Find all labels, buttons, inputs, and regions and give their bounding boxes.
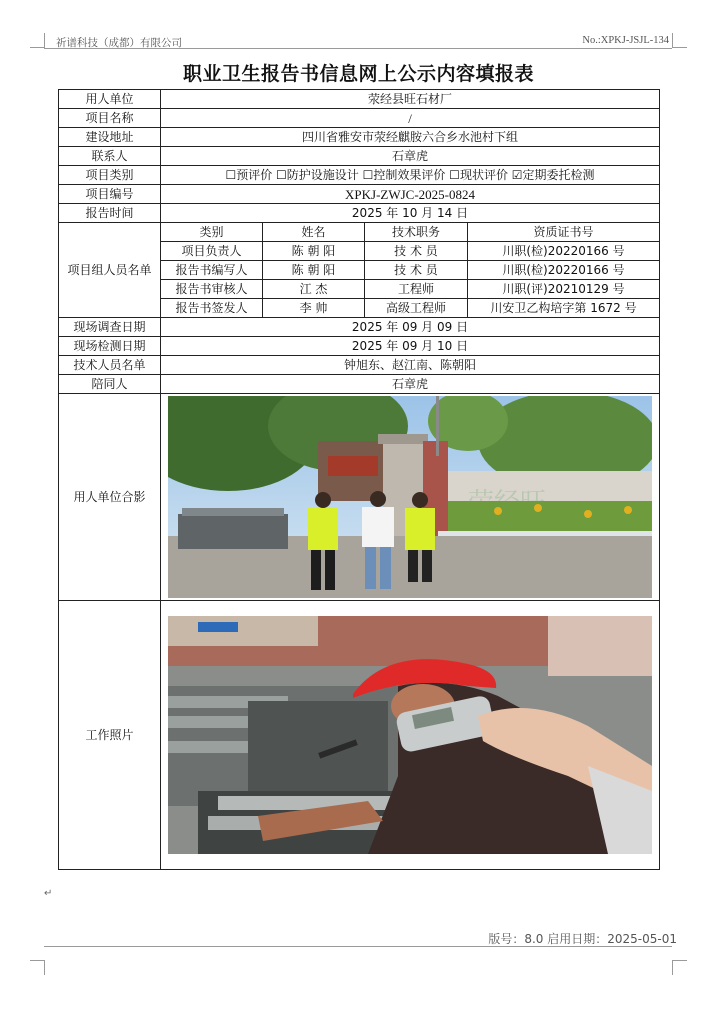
label-work-photo: 工作照片 — [59, 601, 161, 870]
label-accompany: 陪同人 — [59, 375, 161, 394]
team-cert: 川职(检)20220166 号 — [468, 242, 660, 261]
corner-mark-bottom-right — [672, 960, 687, 975]
value-report-date: 2025 年 10 月 14 日 — [161, 204, 660, 223]
team-cert: 川安卫乙构培字第 1672 号 — [468, 299, 660, 318]
team-header-cert: 资质证书号 — [468, 223, 660, 242]
row-address — [59, 128, 660, 147]
label-category: 项目类别 — [59, 166, 161, 185]
label-survey-date: 现场调查日期 — [59, 318, 161, 337]
corner-mark-top-left — [30, 33, 45, 48]
team-header-row — [59, 223, 660, 242]
label-team: 项目组人员名单 — [59, 223, 161, 318]
footer-rule — [44, 946, 672, 947]
row-survey-date — [59, 318, 660, 337]
corner-mark-bottom-left — [30, 960, 45, 975]
team-header-title: 技术职务 — [365, 223, 468, 242]
value-accompany: 石章虎 — [161, 375, 660, 394]
label-report-date: 报告时间 — [59, 204, 161, 223]
team-name: 陈 朝 阳 — [263, 242, 365, 261]
row-technicians — [59, 356, 660, 375]
team-name: 李 帅 — [263, 299, 365, 318]
label-address: 建设地址 — [59, 128, 161, 147]
team-role: 报告书编写人 — [161, 261, 263, 280]
value-project-number: XPKJ-ZWJC-2025-0824 — [161, 185, 660, 204]
row-group-photo — [59, 394, 660, 601]
page-title: 职业卫生报告书信息网上公示内容填报表 — [182, 63, 534, 85]
value-employer: 荥经县旺石材厂 — [161, 90, 660, 109]
team-role: 报告书审核人 — [161, 280, 263, 299]
team-cert: 川职(检)20220166 号 — [468, 261, 660, 280]
team-title: 高级工程师 — [365, 299, 468, 318]
work-photo-cell — [161, 601, 660, 870]
row-project — [59, 109, 660, 128]
header-doc-number: No.:XPKJ-JSJL-134 — [582, 35, 669, 46]
row-detect-date — [59, 337, 660, 356]
value-category: ☐预评价 ☐防护设施设计 ☐控制效果评价 ☐现状评价 ☑定期委托检测 — [161, 166, 660, 185]
value-project: / — [161, 109, 660, 128]
label-project-number: 项目编号 — [59, 185, 161, 204]
label-group-photo: 用人单位合影 — [59, 394, 161, 601]
team-cert: 川职(评)20210129 号 — [468, 280, 660, 299]
header-company: 祈谱科技（成都）有限公司 — [56, 37, 182, 49]
row-report-date — [59, 204, 660, 223]
value-detect-date: 2025 年 09 月 10 日 — [161, 337, 660, 356]
value-contact: 石章虎 — [161, 147, 660, 166]
value-technicians: 钟旭东、赵江南、陈朝阳 — [161, 356, 660, 375]
label-detect-date: 现场检测日期 — [59, 337, 161, 356]
group-photo-cell — [161, 394, 660, 601]
paragraph-mark: ↵ — [44, 888, 53, 899]
row-accompany — [59, 375, 660, 394]
team-name: 陈 朝 阳 — [263, 261, 365, 280]
label-project: 项目名称 — [59, 109, 161, 128]
row-employer — [59, 90, 660, 109]
row-project-number — [59, 185, 660, 204]
team-header-category: 类别 — [161, 223, 263, 242]
value-survey-date: 2025 年 09 月 09 日 — [161, 318, 660, 337]
value-address: 四川省雅安市荥经麒胺六合乡水池村下组 — [161, 128, 660, 147]
team-role: 项目负责人 — [161, 242, 263, 261]
footer-version: 版号：8.0 启用日期：2025-05-01 — [488, 932, 677, 946]
row-contact — [59, 147, 660, 166]
label-employer: 用人单位 — [59, 90, 161, 109]
team-title: 技 术 员 — [365, 261, 468, 280]
team-name: 江 杰 — [263, 280, 365, 299]
label-technicians: 技术人员名单 — [59, 356, 161, 375]
work-photo — [168, 616, 652, 854]
row-category — [59, 166, 660, 185]
report-table — [58, 89, 660, 870]
row-work-photo — [59, 601, 660, 870]
group-photo — [168, 396, 652, 598]
team-title: 工程师 — [365, 280, 468, 299]
corner-mark-top-right — [672, 33, 687, 48]
team-header-name: 姓名 — [263, 223, 365, 242]
header-rule — [44, 48, 672, 49]
team-role: 报告书签发人 — [161, 299, 263, 318]
label-contact: 联系人 — [59, 147, 161, 166]
team-title: 技 术 员 — [365, 242, 468, 261]
